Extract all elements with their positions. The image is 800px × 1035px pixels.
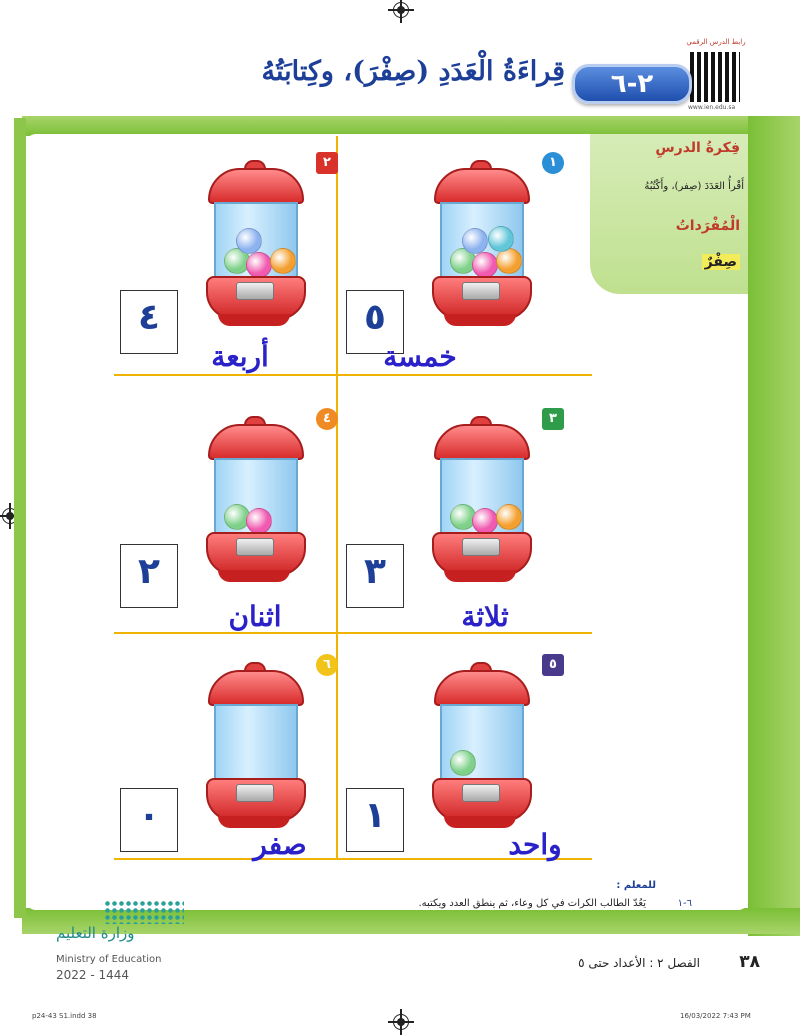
gumball	[246, 508, 272, 534]
gumball-machine-icon	[206, 424, 302, 584]
traced-digit: ١	[364, 795, 386, 836]
machine-foot	[218, 570, 290, 582]
exercise-badge: ٢	[316, 152, 338, 174]
machine-slot	[236, 538, 274, 556]
vocab-word-highlight: صِفْرٌ	[702, 254, 740, 270]
exercise-panel	[338, 138, 564, 374]
number-word: صفر	[253, 828, 307, 861]
frame-top	[22, 116, 800, 136]
digit-writing-box[interactable]	[120, 290, 178, 354]
gumball	[246, 252, 272, 278]
ministry-logo-icon	[104, 900, 184, 924]
vocab-word	[600, 254, 740, 270]
machine-glass	[440, 458, 524, 536]
number-word: خمسة	[383, 340, 457, 373]
machine-slot	[462, 538, 500, 556]
exercise-badge: ٦	[316, 654, 338, 676]
traced-digit: ٢	[138, 551, 160, 592]
idea-title: فِكرةُ الدرسِ	[655, 140, 740, 156]
machine-foot	[444, 314, 516, 326]
number-word: أربعة	[211, 340, 269, 373]
exercise-panel	[112, 138, 338, 374]
machine-foot	[444, 816, 516, 828]
machine-top	[434, 670, 530, 706]
digit-writing-box[interactable]	[120, 544, 178, 608]
lesson-number-badge: ٢-٦	[572, 64, 692, 104]
number-word: ثلاثة	[461, 600, 509, 633]
machine-glass	[440, 202, 524, 280]
gumball	[472, 508, 498, 534]
gumball-machine-icon	[432, 670, 528, 830]
ministry-name-en: Ministry of Education	[56, 954, 162, 965]
digit-writing-box[interactable]	[346, 544, 404, 608]
frame-left	[14, 118, 26, 918]
gumball-machine-icon	[206, 670, 302, 830]
qr-label: رابط الدرس الرقمي	[686, 38, 746, 46]
gumball-machine-icon	[432, 168, 528, 328]
machine-foot	[444, 570, 516, 582]
gumball	[236, 228, 262, 254]
machine-top	[208, 168, 304, 204]
print-date-info: 16/03/2022 7:43 PM	[680, 1012, 751, 1020]
exercise-badge: ١	[542, 152, 564, 174]
page-number: ٣٨	[739, 952, 760, 972]
gumball	[496, 504, 522, 530]
machine-top	[208, 670, 304, 706]
machine-foot	[218, 314, 290, 326]
idea-text: أَقْرأُ العَدَدَ (صِفر)، وأَكْتُبُهُ	[644, 181, 744, 192]
traced-digit: ٣	[364, 551, 386, 592]
exercise-panel	[338, 394, 564, 630]
number-word: واحد	[508, 828, 562, 861]
traced-digit: ٥	[364, 297, 386, 338]
machine-glass	[440, 704, 524, 782]
page-title: قِراءَةُ الْعَدَدِ (صِفْرَ)، وكِتابَتُهُ	[261, 56, 565, 87]
print-file-info: p24-43 S1.indd 38	[32, 1012, 97, 1020]
ministry-year: 2022 - 1444	[56, 968, 130, 982]
qr-url: www.ien.edu.sa	[688, 104, 736, 111]
machine-slot	[236, 784, 274, 802]
lesson-idea-box	[590, 134, 748, 294]
teacher-note: يَعُدّ الطالب الكرات في كل وعاء، ثم ينطق العدد ويكتبه.	[418, 898, 646, 909]
registration-mark-bottom	[393, 1014, 409, 1030]
machine-glass	[214, 202, 298, 280]
gumball	[462, 228, 488, 254]
machine-slot	[462, 784, 500, 802]
traced-digit: ٤	[138, 297, 160, 338]
gumball	[270, 248, 296, 274]
machine-top	[208, 424, 304, 460]
machine-top	[434, 168, 530, 204]
number-word: اثنان	[228, 600, 282, 633]
exercise-badge: ٤	[316, 408, 338, 430]
qr-code-icon[interactable]	[690, 52, 740, 102]
machine-slot	[236, 282, 274, 300]
machine-slot	[462, 282, 500, 300]
exercise-badge: ٣	[542, 408, 564, 430]
machine-top	[434, 424, 530, 460]
chapter-title: الفصل ٢ : الأعداد حتى ٥	[578, 956, 700, 970]
frame-right	[748, 116, 800, 936]
traced-digit: ٠	[138, 795, 160, 836]
digit-writing-box[interactable]	[120, 788, 178, 852]
gumball	[450, 750, 476, 776]
gumball-machine-icon	[432, 424, 528, 584]
registration-mark-top	[393, 2, 409, 18]
exercise-badge: ٥	[542, 654, 564, 676]
teacher-label: للمعلم :	[616, 880, 656, 891]
teacher-item-number: ٦-١	[677, 898, 692, 909]
ministry-name-ar: وزارة التعليم	[56, 924, 135, 942]
machine-foot	[218, 816, 290, 828]
gumball	[472, 252, 498, 278]
gumball-machine-icon	[206, 168, 302, 328]
machine-glass	[214, 458, 298, 536]
grid-line-1	[114, 374, 592, 376]
gumball	[488, 226, 514, 252]
machine-glass	[214, 704, 298, 782]
vocab-title: الْمُفْرَداتُ	[675, 218, 740, 234]
digit-writing-box[interactable]	[346, 788, 404, 852]
exercise-panel	[112, 394, 338, 630]
